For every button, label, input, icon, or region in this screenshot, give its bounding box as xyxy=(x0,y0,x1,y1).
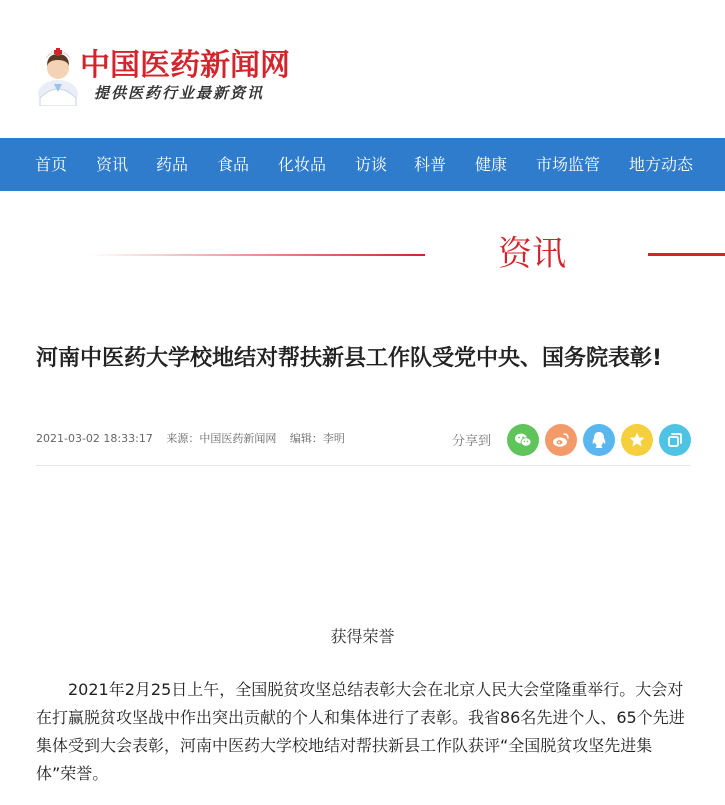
section-divider-left xyxy=(90,254,425,256)
section-header xyxy=(0,232,725,280)
article-editor: 编辑：李明 xyxy=(289,432,345,445)
share-wechat-button[interactable] xyxy=(507,424,539,456)
nav-item-local-news[interactable]: 地方动态 xyxy=(629,155,694,174)
section-title: 资讯 xyxy=(498,234,566,274)
site-logo[interactable] xyxy=(34,36,294,108)
article-paragraph: 2021年2月25日上午，全国脱贫攻坚总结表彰大会在北京人民大会堂隆重举行。大会对在打赢脱贫攻坚战中作出突出贡献的个人和集体进行了表彰。我省86名先进个人、65个先进集体受到大会表彰，河南中医药大学校地结对帮扶新县工作队获评“全国脱贫攻坚先进集体”荣誉。 xyxy=(36,680,685,783)
article-subheading: 获得荣誉 xyxy=(330,627,395,646)
share-copy-link-button[interactable] xyxy=(659,424,691,456)
qzone-icon xyxy=(627,430,647,450)
copy-link-icon xyxy=(665,430,685,450)
nurse-logo-icon xyxy=(34,36,84,106)
main-nav xyxy=(0,138,725,191)
nav-item-interviews[interactable]: 访谈 xyxy=(355,155,388,174)
site-header xyxy=(0,0,725,138)
article-meta xyxy=(36,430,355,446)
nav-item-market-supervision[interactable]: 市场监管 xyxy=(536,155,601,174)
site-slogan: 提供医药行业最新资讯 xyxy=(94,84,265,102)
share-qq-button[interactable] xyxy=(583,424,615,456)
site-name: 中国医药新闻网 xyxy=(80,48,290,83)
nav-item-home[interactable]: 首页 xyxy=(35,155,68,174)
nav-item-health[interactable]: 健康 xyxy=(475,155,508,174)
nav-item-science[interactable]: 科普 xyxy=(414,155,447,174)
article-title: 河南中医药大学校地结对帮扶新县工作队受党中央、国务院表彰! xyxy=(36,346,663,371)
wechat-icon xyxy=(513,430,533,450)
meta-divider xyxy=(36,465,690,466)
section-divider-right xyxy=(648,253,725,256)
nav-item-food[interactable]: 食品 xyxy=(217,155,250,174)
share-label: 分享到 xyxy=(452,434,492,449)
share-qzone-button[interactable] xyxy=(621,424,653,456)
weibo-icon xyxy=(551,430,571,450)
article-source: 来源：中国医药新闻网 xyxy=(166,432,277,445)
article-datetime: 2021-03-02 18:33:17 xyxy=(36,432,153,445)
nav-item-cosmetics[interactable]: 化妆品 xyxy=(278,155,327,174)
nav-item-news[interactable]: 资讯 xyxy=(96,155,129,174)
qq-icon xyxy=(589,430,609,450)
nav-item-drugs[interactable]: 药品 xyxy=(156,155,189,174)
share-weibo-button[interactable] xyxy=(545,424,577,456)
